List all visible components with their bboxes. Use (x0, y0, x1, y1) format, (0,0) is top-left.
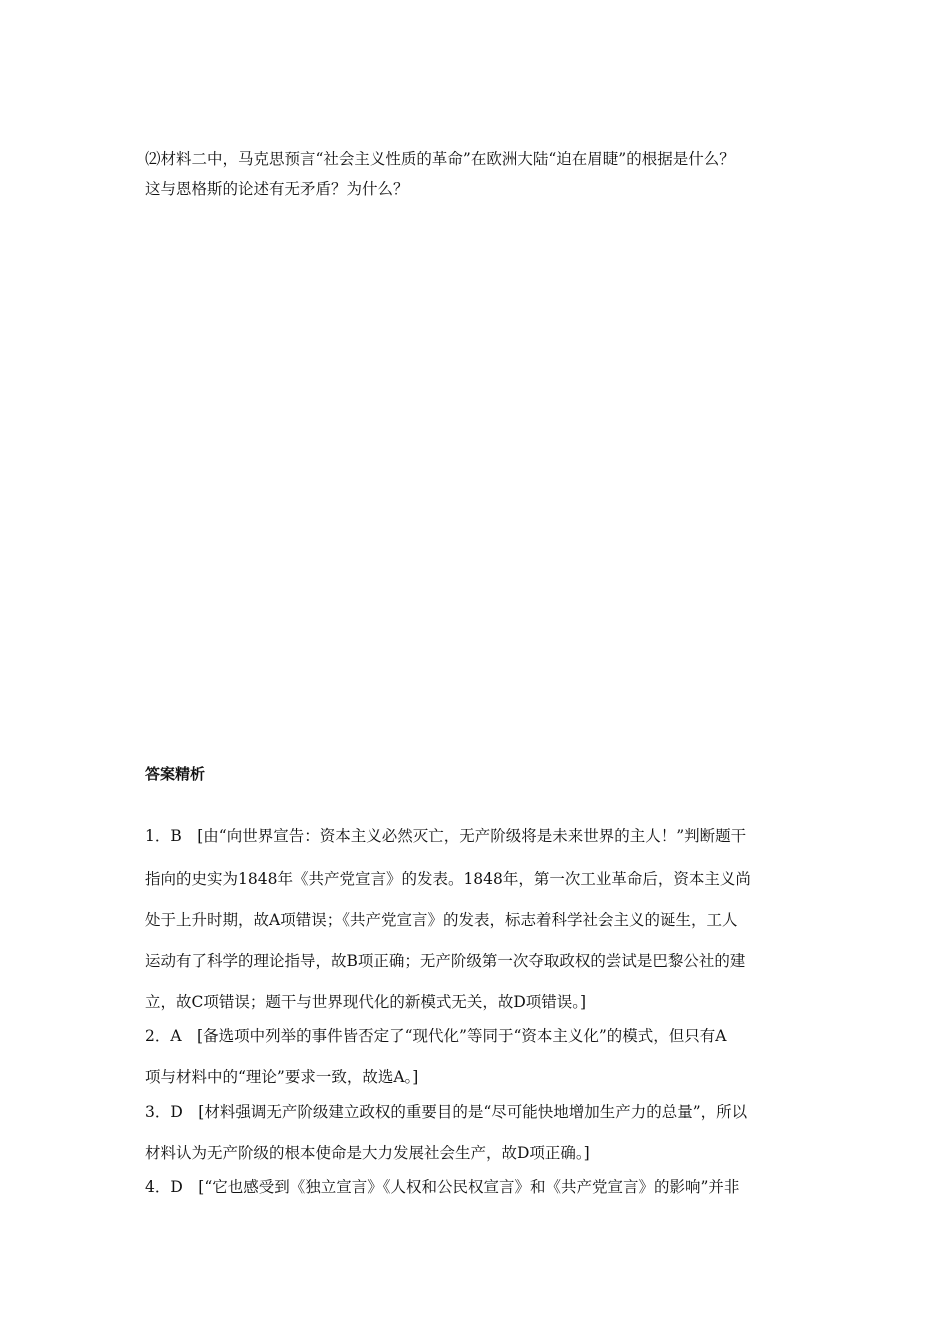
answer-line: 项与材料中的“理论”要求一致，故选A。] (145, 1068, 419, 1086)
question-line: ⑵材料二中，马克思预言“社会主义性质的革命”在欧洲大陆“迫在眉睫”的根据是什么？ (145, 150, 735, 168)
answer-line: 1．B [由“向世界宣告：资本主义必然灭亡，无产阶级将是未来世界的主人！”判断题干 (145, 827, 747, 845)
answer-line: 指向的史实为1848年《共产党宣言》的发表。1848年，第一次工业革命后，资本主义尚 (145, 870, 751, 888)
answer-heading: 答案精析 (145, 765, 206, 783)
answer-line: 处于上升时期，故A项错误；《共产党宣言》的发表，标志着科学社会主义的诞生，工人 (145, 911, 738, 929)
answer-line: 运动有了科学的理论指导，故B项正确；无产阶级第一次夺取政权的尝试是巴黎公社的建 (145, 952, 746, 970)
answer-line: 立，故C项错误；题干与世界现代化的新模式无关，故D项错误。] (145, 993, 587, 1011)
answer-line: 3．D [材料强调无产阶级建立政权的重要目的是“尽可能快地增加生产力的总量”，所以 (145, 1103, 748, 1121)
question-line: 这与恩格斯的论述有无矛盾？为什么？ (145, 180, 409, 198)
answer-line: 4．D [“它也感受到《独立宣言》《人权和公民权宣言》和《共产党宣言》的影响”并非 (145, 1178, 740, 1196)
answer-line: 2．A [备选项中列举的事件皆否定了“现代化”等同于“资本主义化”的模式，但只有A (145, 1027, 727, 1045)
answer-line: 材料认为无产阶级的根本使命是大力发展社会生产，故D项正确。] (145, 1144, 590, 1162)
